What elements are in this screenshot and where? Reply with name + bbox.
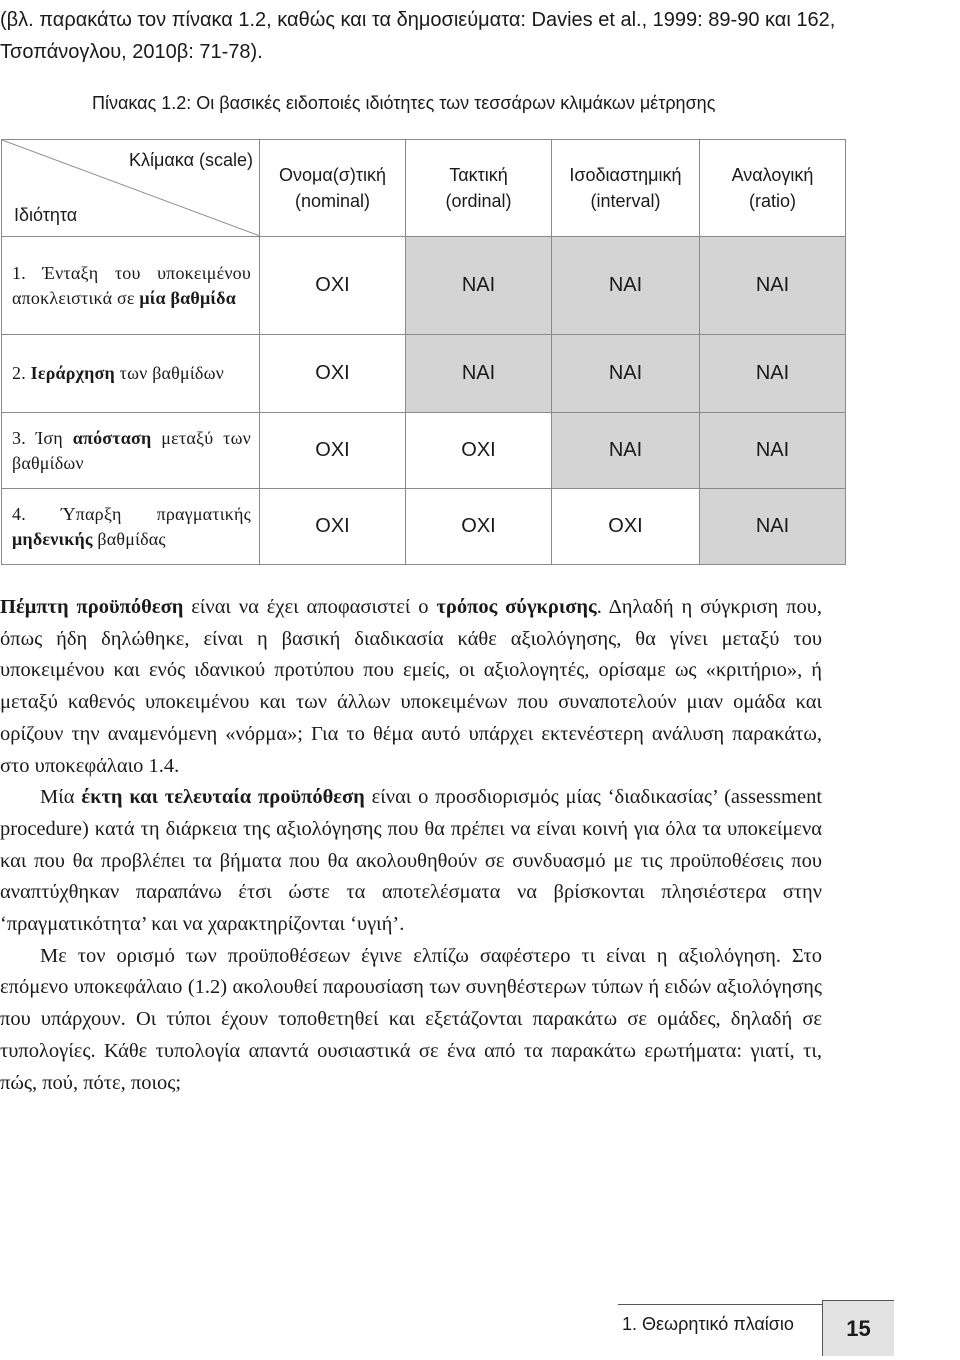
paragraph-text: είναι να έχει αποφασιστεί ο bbox=[183, 596, 437, 618]
table-row bbox=[2, 413, 846, 489]
value-cell: ΟΧΙ bbox=[260, 335, 406, 413]
property-cell bbox=[2, 489, 260, 565]
table-caption: Πίνακας 1.2: Οι βασικές ειδοποιές ιδιότητες των τεσσάρων κλιμάκων μέτρησης bbox=[92, 93, 716, 113]
property-emphasis: Ιεράρχηση bbox=[30, 363, 115, 383]
bold-phrase: Πέμπτη προϋπόθεση bbox=[0, 596, 184, 618]
property-number: 1. bbox=[12, 262, 26, 283]
property-number: 2. bbox=[12, 363, 26, 383]
column-header-english: (interval) bbox=[590, 191, 661, 211]
page-number: 15 bbox=[822, 1300, 894, 1356]
column-header-english: (nominal) bbox=[294, 191, 371, 211]
column-header-english: (ordinal) bbox=[445, 191, 512, 211]
table-row bbox=[2, 489, 846, 565]
corner-cell bbox=[2, 140, 260, 237]
value-cell: ΝΑΙ bbox=[406, 335, 552, 413]
column-header-greek: Ισοδιαστημική bbox=[569, 165, 682, 185]
property-emphasis: απόσταση bbox=[72, 427, 152, 448]
property-emphasis: μηδενικής bbox=[12, 528, 93, 549]
value-cell: ΟΧΙ bbox=[260, 237, 406, 335]
property-cell bbox=[2, 237, 260, 335]
value-cell: ΝΑΙ bbox=[552, 237, 700, 335]
paragraph-text: . Δηλαδή η σύγκριση που, όπως ήδη δηλώθηκε, είναι η βασική διαδικασία κάθε αξιολόγησης, θα γίνει μεταξύ του υποκειμένου και ενός ιδανικού προτύπου που εμείς, οι αξιολογητές, ορίσαμε ως «κριτήριο», ή μεταξύ καθενός υποκειμένου και των άλλων υποκειμένων που συναποτελούν μιαν ομάδα και ορίζουν την αναμενόμενη «νόρμα»; Για το θέμα αυτό υπάρχει εκτενέστερη ανάλυση παρακάτω, στο υποκεφάλαιο 1.4. bbox=[0, 596, 822, 777]
paragraph-conclusion: Με τον ορισμό των προϋποθέσεων έγινε ελπίζω σαφέστερο τι είναι η αξιολόγηση. Στο επόμενο υποκεφάλαιο (1.2) ακολουθεί παρουσίαση των συνηθέστερων τύπων ή ειδών αξιολόγησης που υπάρχουν. Οι τύποι έχουν τοποθετηθεί και εξετάζονται παρακάτω σε ομάδες, δηλαδή σε τυπολογίες. Κάθε τυπολογία απαντά ουσιαστικά σε ένα από τα παρακάτω ερωτήματα: γιατί, τι, πώς, πού, πότε, ποιος; bbox=[0, 944, 822, 1094]
column-header-greek: Ονομα(σ)τική bbox=[278, 165, 386, 185]
value-cell: ΝΑΙ bbox=[552, 413, 700, 489]
value-cell: ΟΧΙ bbox=[260, 489, 406, 565]
property-cell bbox=[2, 413, 260, 489]
value-cell: ΝΑΙ bbox=[700, 335, 846, 413]
bold-phrase: τρόπος σύγκρισης bbox=[436, 596, 597, 618]
value-cell: ΝΑΙ bbox=[700, 489, 846, 565]
paragraph-text: Μία bbox=[40, 786, 82, 809]
value-cell: ΟΧΙ bbox=[406, 489, 552, 565]
paragraph-sixth-condition bbox=[0, 782, 822, 941]
column-header-ordinal bbox=[406, 140, 552, 237]
paragraph-fifth-condition bbox=[0, 592, 822, 782]
value-cell: ΝΑΙ bbox=[700, 413, 846, 489]
table-row bbox=[2, 237, 846, 335]
property-text: Ύπαρξη πραγματικής bbox=[60, 503, 251, 524]
property-number: 4. bbox=[12, 503, 26, 524]
table-row bbox=[2, 335, 846, 413]
chapter-label: 1. Θεωρητικό πλαίσιο bbox=[622, 1314, 794, 1334]
corner-label-scale: Κλίμακα (scale) bbox=[129, 150, 253, 170]
table-header-row bbox=[2, 140, 846, 237]
property-text: Ένταξη του υποκειμένου αποκλειστικά σε bbox=[12, 262, 251, 308]
bold-phrase: έκτη και τελευταία προϋπόθεση bbox=[81, 786, 365, 809]
value-cell: ΟΧΙ bbox=[260, 413, 406, 489]
property-text-end: των βαθμίδων bbox=[114, 363, 224, 383]
corner-label-property: Ιδιότητα bbox=[14, 205, 78, 225]
property-number: 3. bbox=[12, 427, 26, 448]
value-cell: ΟΧΙ bbox=[406, 413, 552, 489]
property-text-end: βαθμίδας bbox=[92, 528, 166, 549]
property-emphasis: μία βαθμίδα bbox=[139, 287, 236, 308]
intro-paragraph: (βλ. παρακάτω τον πίνακα 1.2, καθώς και τα δημοσιεύματα: Davies et al., 1999: 89-90 και 162, Τσοπάνογλου, 2010β: 71-78). bbox=[0, 9, 836, 63]
column-header-ratio bbox=[700, 140, 846, 237]
value-cell: ΝΑΙ bbox=[552, 335, 700, 413]
paragraph-text: είναι ο προσδιορισμός μίας ‘διαδικασίας’ (assessment procedure) κατά τη διάρκεια της αξιολόγησης που θα πρέπει να είναι κοινή για όλα τα υποκείμενα και που θα προβλέπει τα βήματα που θα ακολουθηθούν σε συνδυασμό με τις προϋποθέσεις που αναπτύχθηκαν παραπάνω έτσι ώστε τα αποτελέσματα να βρίσκονται πλησιέστερα στην ‘πραγματικότητα’ και να χαρακτηρίζονται ‘υγιή’. bbox=[0, 786, 823, 936]
column-header-english: (ratio) bbox=[748, 191, 796, 211]
column-header-interval bbox=[552, 140, 700, 237]
column-header-greek: Αναλογική bbox=[731, 165, 814, 185]
column-header-nominal bbox=[260, 140, 406, 237]
value-cell: ΟΧΙ bbox=[552, 489, 700, 565]
body-text bbox=[0, 592, 822, 1099]
property-text-end: μεταξύ των βαθμίδων bbox=[12, 427, 252, 473]
property-cell bbox=[2, 335, 260, 413]
column-header-greek: Τακτική bbox=[449, 165, 508, 185]
measurement-scales-table bbox=[1, 139, 846, 565]
footer-divider bbox=[618, 1304, 824, 1305]
value-cell: ΝΑΙ bbox=[700, 237, 846, 335]
value-cell: ΝΑΙ bbox=[406, 237, 552, 335]
property-text: Ίση bbox=[35, 427, 73, 448]
